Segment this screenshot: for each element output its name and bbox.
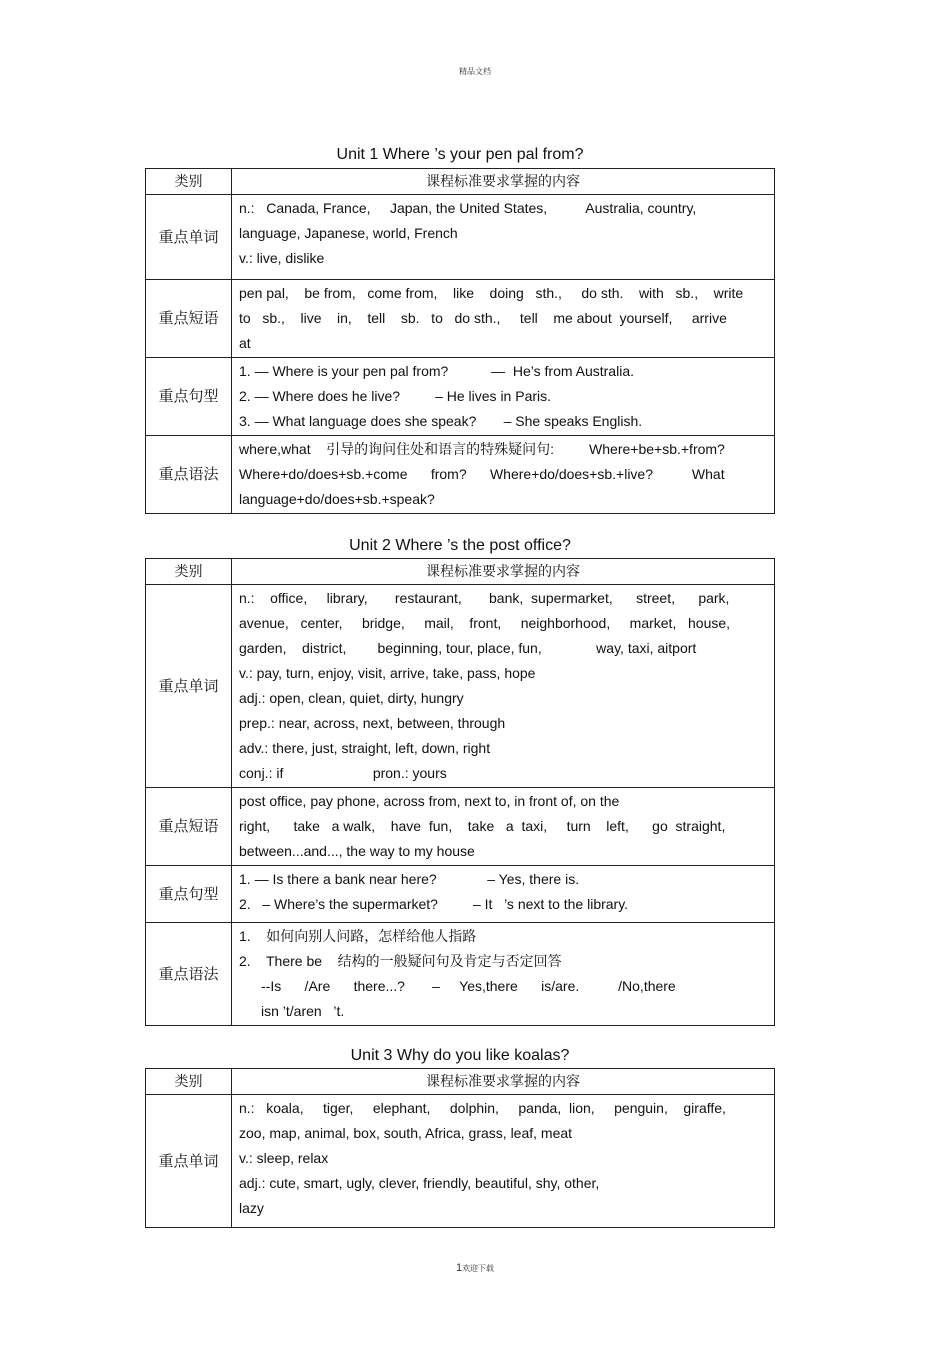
row-content (232, 195, 775, 280)
content-line: zoo, map, animal, box, south, Africa, grass, leaf, meat (239, 1125, 573, 1141)
content-line: conj.: if pron.: yours (239, 765, 447, 781)
row-category: 重点短语 (146, 280, 232, 358)
content-line: to sb., live in, tell sb. to do sth., tell me about yourself, arrive (239, 310, 727, 326)
row-content (232, 358, 775, 436)
row-content (232, 280, 775, 358)
footer-text: 欢迎下载 (462, 1264, 495, 1273)
content-line: 3. — What language does she speak? – She speaks English. (239, 413, 643, 429)
row-content (232, 866, 775, 923)
row-category: 重点语法 (146, 436, 232, 514)
unit-1-table (145, 168, 775, 514)
content-header: 课程标准要求掌握的内容 (232, 1069, 775, 1095)
content-line: v.: live, dislike (239, 250, 325, 266)
table-row (146, 280, 775, 358)
row-content (232, 788, 775, 866)
row-content (232, 585, 775, 788)
page-footer (0, 1262, 950, 1274)
content-line: n.: office, library, restaurant, bank, supermarket, street, park, (239, 590, 730, 606)
table-header-row (146, 169, 775, 195)
content-header: 课程标准要求掌握的内容 (232, 169, 775, 195)
unit-1-title: Unit 1 Where ’s your pen pal from? (336, 146, 584, 163)
category-header: 类别 (146, 169, 232, 195)
content-line: 1. 如何向别人问路，怎样给他人指路 (239, 928, 477, 944)
table-header-row (146, 559, 775, 585)
content-line: v.: sleep, relax (239, 1150, 329, 1166)
row-category: 重点单词 (146, 585, 232, 788)
row-content (232, 436, 775, 514)
unit-3-table (145, 1068, 775, 1228)
row-category: 重点单词 (146, 1095, 232, 1228)
content-line: lazy (239, 1200, 264, 1216)
category-header: 类别 (146, 559, 232, 585)
content-line: v.: pay, turn, enjoy, visit, arrive, take, pass, hope (239, 665, 536, 681)
page-header: 精品文档 (459, 67, 491, 76)
row-content (232, 923, 775, 1026)
row-category: 重点语法 (146, 923, 232, 1026)
table-row (146, 866, 775, 923)
row-category: 重点短语 (146, 788, 232, 866)
row-content (232, 1095, 775, 1228)
table-row (146, 436, 775, 514)
unit-2-table (145, 558, 775, 1026)
content-line: adj.: cute, smart, ugly, clever, friendly, beautiful, shy, other, (239, 1175, 600, 1191)
content-line: at (239, 335, 251, 351)
content-line: language, Japanese, world, French (239, 225, 458, 241)
content-line: garden, district, beginning, tour, place, fun, way, taxi, aitport (239, 640, 697, 656)
table-header-row (146, 1069, 775, 1095)
content-header: 课程标准要求掌握的内容 (232, 559, 775, 585)
table-row (146, 585, 775, 788)
content-line: n.: Canada, France, Japan, the United States, Australia, country, (239, 200, 697, 216)
unit-3-title: Unit 3 Why do you like koalas? (350, 1047, 570, 1064)
content-line: 1. — Is there a bank near here? – Yes, there is. (239, 871, 580, 887)
content-line: 2. There be 结构的一般疑问句及肯定与否定回答 (239, 953, 562, 969)
content-line: where,what 引导的询问住处和语言的特殊疑问句: Where+be+sb.+from? (239, 441, 725, 457)
category-header: 类别 (146, 1069, 232, 1095)
page-number: 1 (455, 1262, 463, 1274)
content-line: prep.: near, across, next, between, through (239, 715, 506, 731)
table-row (146, 195, 775, 280)
content-line: 1. — Where is your pen pal from? — He’s from Australia. (239, 363, 634, 379)
content-line: isn ’t/aren ’t. (261, 1003, 345, 1019)
table-row (146, 1095, 775, 1228)
content-line: pen pal, be from, come from, like doing sth., do sth. with sb., write (239, 285, 744, 301)
content-line: language+do/does+sb.+speak? (239, 491, 435, 507)
row-category: 重点句型 (146, 866, 232, 923)
content-line: avenue, center, bridge, mail, front, neighborhood, market, house, (239, 615, 731, 631)
content-line: --Is /Are there...? – Yes,there is/are. /No,there (261, 978, 676, 994)
content-line: post office, pay phone, across from, next to, in front of, on the (239, 793, 620, 809)
table-row (146, 358, 775, 436)
content-line: 2. — Where does he live? – He lives in Paris. (239, 388, 552, 404)
content-line: 2. – Where’s the supermarket? – It ’s next to the library. (239, 896, 629, 912)
content-line: adj.: open, clean, quiet, dirty, hungry (239, 690, 464, 706)
table-row (146, 788, 775, 866)
content-line: n.: koala, tiger, elephant, dolphin, panda, lion, penguin, giraffe, (239, 1100, 726, 1116)
row-category: 重点单词 (146, 195, 232, 280)
content-line: adv.: there, just, straight, left, down, right (239, 740, 491, 756)
unit-2-title: Unit 2 Where ’s the post office? (349, 537, 571, 554)
table-row (146, 923, 775, 1026)
row-category: 重点句型 (146, 358, 232, 436)
content-line: Where+do/does+sb.+come from? Where+do/does+sb.+live? What (239, 466, 725, 482)
content-line: right, take a walk, have fun, take a taxi, turn left, go straight, (239, 818, 726, 834)
content-line: between...and..., the way to my house (239, 843, 475, 859)
